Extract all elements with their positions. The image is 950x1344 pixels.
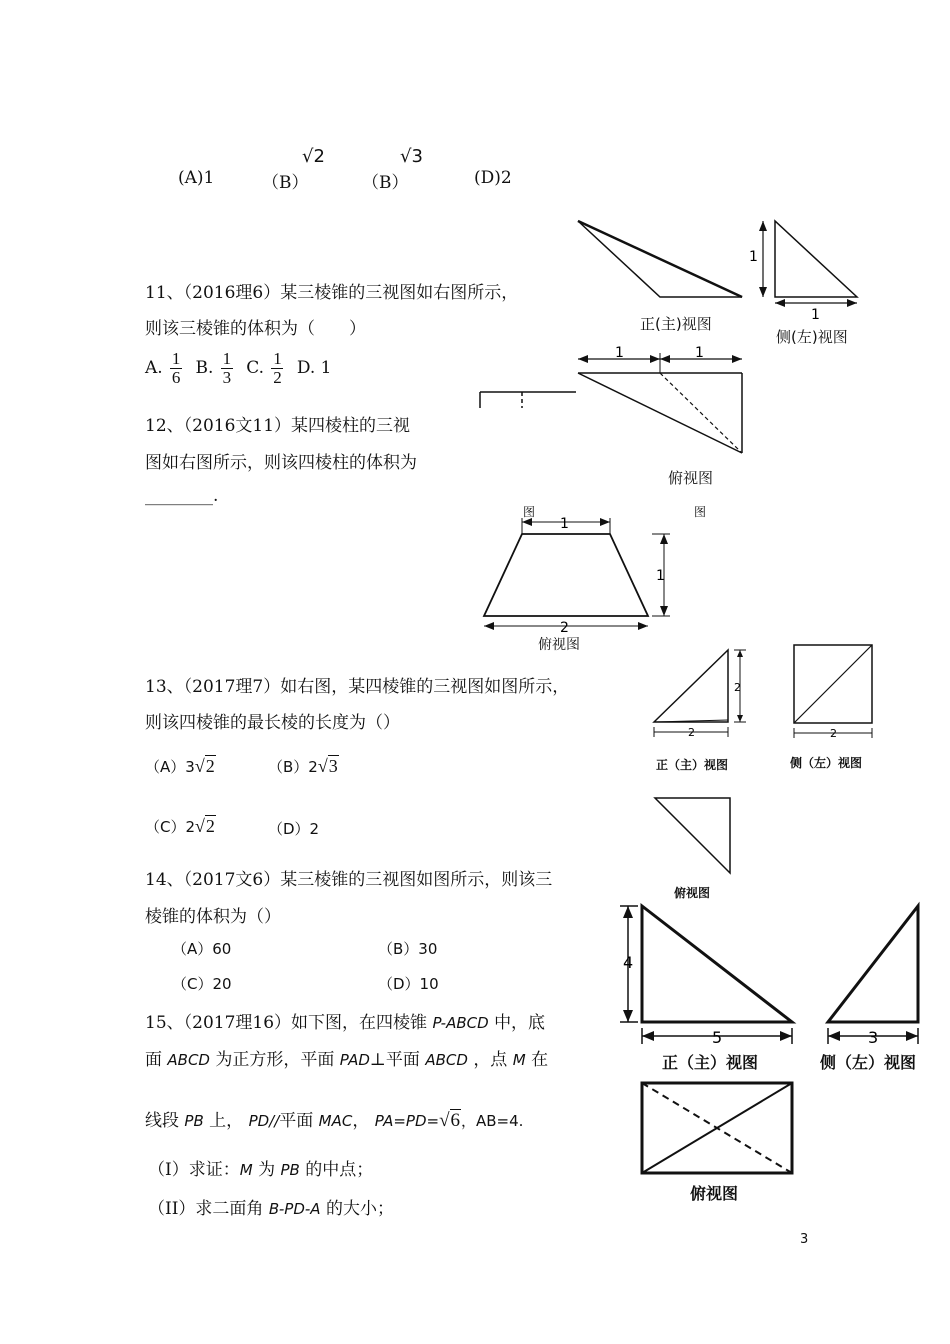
q13-option-c: （C）2√2: [145, 816, 215, 836]
broken-image-icon-2: 图: [694, 505, 707, 519]
page-number: 3: [800, 1232, 809, 1247]
q14-option-d: （D）10: [378, 975, 439, 993]
q10-option-c-value: √3: [400, 146, 423, 167]
q13-front-view-label: 正（主）视图: [656, 758, 729, 772]
q15-question-line2: 面 ABCD 为正方形，平面 PAD⊥平面 ABCD ，点 M 在: [145, 1050, 549, 1070]
q14-question-line1: 14、（2017文6）某三棱锥的三视图如图所示，则该三: [145, 870, 553, 890]
q14-option-b: （B）30: [378, 940, 438, 958]
q13-option-a: （A）3√2: [145, 756, 215, 776]
q12-question-line2: 图如右图所示，则该四棱柱的体积为: [145, 453, 417, 473]
q11-option-a-label: A.: [145, 358, 163, 378]
q12-answer-blank: ________.: [145, 486, 219, 506]
q11-top-view-label: 俯视图: [668, 469, 714, 487]
q13-top-view-label: 俯视图: [674, 886, 711, 900]
q13-side-view-figure: [788, 640, 883, 740]
q10-option-b-label: （B）: [262, 173, 309, 193]
q13-front-height-dim: 2: [734, 681, 741, 694]
q12-bottom-dim: 2: [560, 620, 569, 636]
q10-option-d: (D)2: [474, 168, 512, 188]
q14-side-view-label: 侧（左）视图: [820, 1053, 917, 1072]
q11-question-line2: 则该三棱锥的体积为（ ）: [145, 319, 366, 339]
q14-top-view-label: 俯视图: [690, 1184, 739, 1203]
q11-side-view-figure: [745, 215, 865, 325]
q11-option-c-fraction: $\frac{1}{2}$: [273, 349, 282, 387]
q13-side-width-dim: 2: [830, 727, 837, 740]
q11-top-view-figure: [570, 345, 750, 460]
q14-option-c: （C）20: [172, 975, 232, 993]
q13-question-line2: 则该四棱锥的最长棱的长度为（）: [145, 713, 400, 733]
q13-front-width-dim: 2: [688, 726, 695, 739]
q15-question-line3: 线段 PB 上， PD//平面 MAC， PA=PD=√6，AB=4.: [145, 1110, 524, 1131]
q14-side-width-dim: 3: [868, 1028, 879, 1047]
q14-front-height-dim: 4: [623, 953, 634, 972]
q13-question-line1: 13、（2017理7）如右图，某四棱锥的三视图如图所示，: [145, 677, 570, 697]
q13-side-view-label: 侧（左）视图: [790, 756, 863, 770]
q13-option-b: （B）2√3: [268, 756, 338, 776]
q14-top-view-figure: [638, 1078, 798, 1178]
q11-side-height-dim: 1: [749, 249, 758, 265]
q14-question-line2: 棱锥的体积为（）: [145, 907, 281, 927]
q12-question-line1: 12、（2016文11）某四棱柱的三视: [145, 416, 411, 436]
q11-option-a-fraction: $\frac{1}{6}$: [171, 349, 181, 387]
q11-front-view-figure: [570, 215, 750, 310]
q14-front-view-figure: [612, 898, 802, 1048]
q10-option-c-label: （B）: [362, 173, 409, 193]
q10-option-b-value: √2: [302, 146, 325, 167]
q11-option-c-label: C.: [246, 358, 265, 378]
q11-option-d: D. 1: [296, 358, 332, 378]
q14-side-view-figure: [820, 898, 930, 1048]
q11-front-view-label: 正(主)视图: [640, 315, 712, 333]
q11-options: [145, 350, 332, 387]
q11-top-dim-right: 1: [695, 345, 704, 361]
q12-partial-figure: [476, 386, 580, 412]
q13-top-view-figure: [650, 793, 735, 878]
q15-part-1: （I）求证：M 为 PB 的中点；: [148, 1160, 374, 1180]
q12-top-dim: 1: [560, 516, 569, 532]
q14-front-view-label: 正（主）视图: [662, 1053, 759, 1072]
q12-height-dim: 1: [656, 568, 665, 584]
q10-option-a: (A)1: [178, 168, 215, 188]
q11-option-b-label: B.: [195, 358, 214, 378]
q11-top-dim-left: 1: [615, 345, 624, 361]
q15-part-2: （II）求二面角 B-PD-A 的大小；: [148, 1199, 394, 1219]
q11-question-line1: 11、（2016理6）某三棱锥的三视图如右图所示，: [145, 283, 519, 303]
q12-top-view-figure: [480, 512, 680, 636]
q11-side-width-dim: 1: [811, 307, 820, 323]
q11-side-view-label: 侧(左)视图: [776, 328, 848, 346]
q15-question-line1: 15、（2017理16）如下图，在四棱锥 P-ABCD 中，底: [145, 1013, 546, 1033]
q14-front-width-dim: 5: [712, 1028, 723, 1047]
q13-front-view-figure: [648, 645, 753, 740]
broken-image-icon-1: 图: [523, 505, 536, 519]
q14-option-a: （A）60: [172, 940, 232, 958]
q13-option-d: （D）2: [268, 820, 320, 838]
q11-option-b-fraction: $\frac{1}{3}$: [222, 349, 232, 387]
q12-top-view-label: 俯视图: [538, 637, 580, 653]
